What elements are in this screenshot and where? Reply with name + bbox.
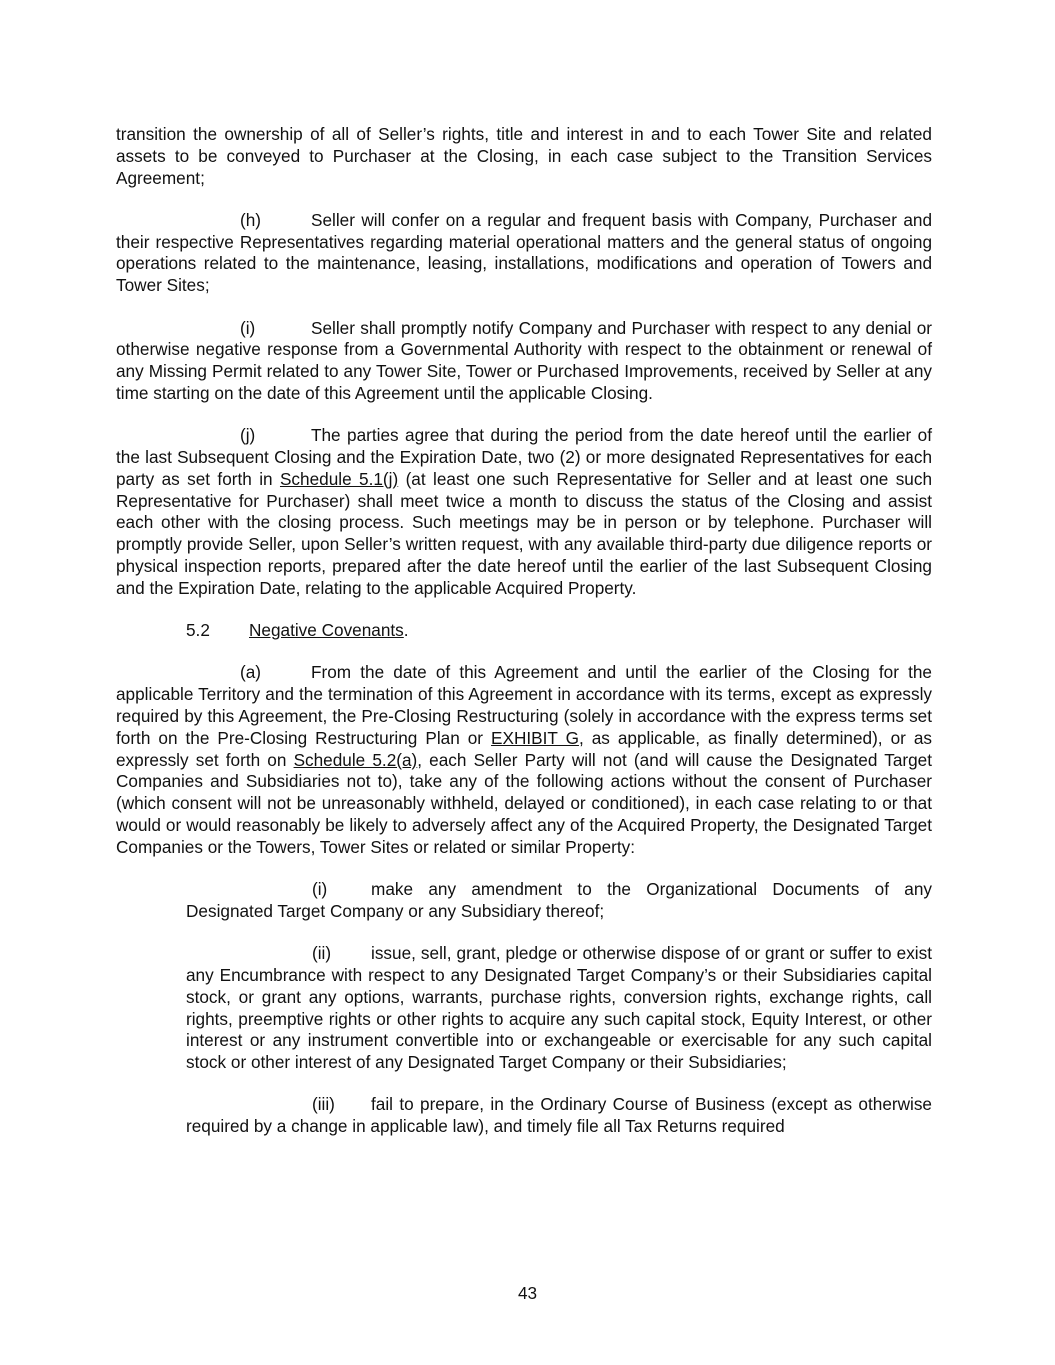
clause-text: , as applicable, as finally determined), or as expressly set forth on [116,727,932,770]
paragraph-continuation: transition the ownership of all of Seller’s rights, title and interest in and to each Tower Site and related assets to be conveyed to Purchaser at the Closing, in each case subject to the Transition Services Agreement; [116,124,932,188]
clause-marker: (i) [312,879,328,900]
section-title: Negative Covenants [249,620,404,641]
clause-text: (at least one such Representative for Seller and at least one such Representative for Purchaser) shall meet twice a month to discuss the status of the Closing and assist each other with the closing process. Such meetings may be in person or by telephone. Purchaser will promptly provide Seller, upon Seller’s written request, with any available third-party due diligence reports or physical inspection reports, prepared after the date hereof until the earlier of the last Subsequent Closing and the Expiration Date, relating to the applicable Acquired Property. [116,468,932,598]
section-heading [186,620,932,642]
clause-text: make any amendment to the Organizational Documents of any Designated Target Company or any Subsidiary thereof; [186,879,932,921]
clause-text: fail to prepare, in the Ordinary Course of Business (except as otherwise required by a change in applicable law), and timely file all Tax Returns required [186,1094,932,1137]
clause-marker: (h) [240,209,262,230]
subclause-list [186,879,932,1138]
clause-text: , each Seller Party will not (and will cause the Designated Target Companies and Subsidiaries not to), take any of the following actions without the consent of Purchaser (which consent will not be unreasonably withheld, delayed or conditioned), in each case relating to or that would or would reasonably be likely to adversely affect any of the Acquired Property, the Designated Target Companies or the Towers, Tower Sites or related or similar Property: [116,749,932,857]
clause-marker: (a) [240,662,262,683]
clause-marker: (i) [240,317,256,338]
clause-text: Seller will confer on a regular and frequent basis with Company, Purchaser and their respective Representatives regarding material operational matters and the general status of ongoing operations related to the maintenance, leasing, installations, modifications and operation of Towers and Tower Sites; [116,209,932,296]
subclause-iii [186,1094,932,1138]
document-page [116,124,932,1159]
paragraph-h [116,210,932,297]
schedule-reference: Schedule 5.2(a) [293,749,418,770]
clause-text: Seller shall promptly notify Company and Purchaser with respect to any denial or otherwise negative response from a Governmental Authority with respect to the obtainment or renewal of any Missing Permit related to any Tower Site, Tower or Purchased Improvements, received by Seller at any time starting on the date of this Agreement until the applicable Closing. [116,317,932,403]
exhibit-reference: EXHIBIT G [491,727,579,748]
clause-text: From the date of this Agreement and until the earlier of the Closing for the applicable Territory and the termination of this Agreement in accordance with its terms, except as expressly required by this Agreement, the Pre-Closing Restructuring (solely in accordance with the express terms set forth on the Pre-Closing Restructuring Plan or [116,662,932,748]
clause-marker: (ii) [312,943,332,964]
schedule-reference: Schedule 5.1(j) [279,468,399,489]
clause-marker: (iii) [312,1094,335,1115]
clause-marker: (j) [240,425,256,446]
subclause-i [186,879,932,923]
clause-text: The parties agree that during the period from the date hereof until the earlier of the last Subsequent Closing and the Expiration Date, two (2) or more designated Representatives for each party as set forth in [116,425,932,489]
paragraph-j [116,425,932,599]
punctuation: . [403,620,409,641]
paragraph-a [116,662,932,858]
section-number: 5.2 [186,620,210,641]
page-number: 43 [517,1283,538,1303]
clause-text: issue, sell, grant, pledge or otherwise dispose of or grant or suffer to exist any Encumbrance with respect to any Designated Target Company’s or their Subsidiaries capital stock, or grant any options, warrants, purchase rights, conversion rights, exchange rights, call rights, preemptive rights or other rights to acquire any such capital stock, Equity Interest, or other interest or any instrument convertible into or exchangeable or exercisable for any such capital stock or other interest of any Designated Target Company or their Subsidiaries; [186,943,932,1073]
paragraph-i [116,318,932,405]
subclause-ii [186,943,932,1074]
